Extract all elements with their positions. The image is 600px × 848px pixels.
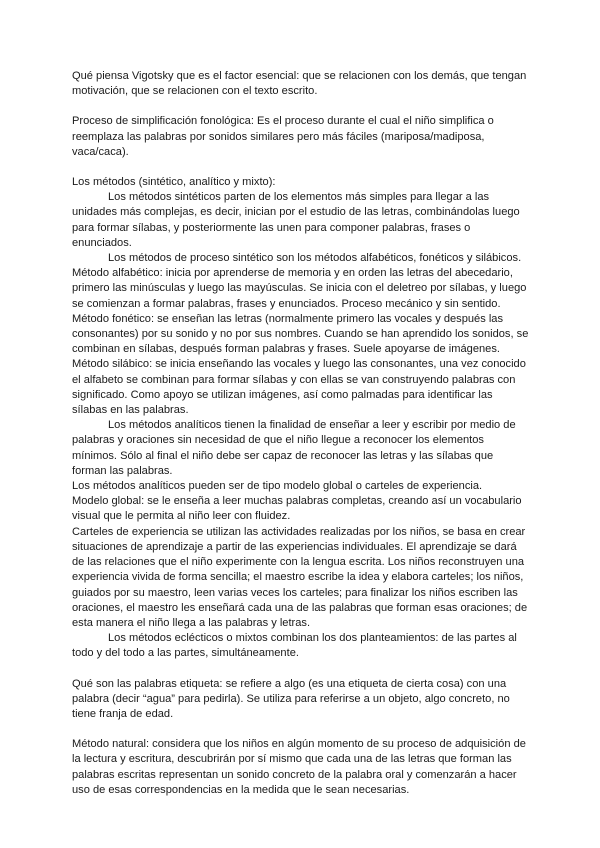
paragraph-palabras-etiqueta: Qué son las palabras etiqueta: se refiere a algo (es una etiqueta de cierta cosa) con una palabra (decir “agua” para pedirla). Se utiliza para referirse a un objeto, algo concreto, no tiene franja de edad.	[72, 677, 510, 720]
spacer	[72, 99, 530, 114]
paragraph-carteles-experiencia: Carteles de experiencia se utilizan las actividades realizadas por los niños, se basa en crear situaciones de aprendizaje a partir de las experiencias individuales. El aprendizaje se dará de las relaciones que el niño experimente con la lengua escrita. Los niños reconstruyen una experiencia vivida de forma sencilla; el maestro escribe la idea y elabora carteles; los niños, guiados por su maestro, leen varias veces los carteles; para finalizar los niños escriben las oraciones, el maestro les enseñará cada una de las palabras que forman esas oraciones; de esta manera el niño llega a las palabras y letras.	[72, 525, 528, 629]
paragraph-vigotsky: Qué piensa Vigotsky que es el factor esencial: que se relacionen con los demás, que tengan motivación, que se relacionen con el texto escrito.	[72, 70, 527, 98]
paragraph-metodo-fonetico: Método fonético: se enseñan las letras (normalmente primero las vocales y después las consonantes) por su sonido y no por sus nombres. Cuando se han aprendido los sonidos, se combinan en sílabas, después forman palabras y frases. Suele apoyarse de imágenes.	[72, 312, 529, 356]
paragraph-proceso-sintetico: Los métodos de proceso sintético son los métodos alfabéticos, fonéticos y silábicos.	[108, 252, 522, 265]
paragraph-simplificacion-fonologica: Proceso de simplificación fonológica: Es el proceso durante el cual el niño simplifica o reemplaza las palabras por sonidos similares pero más fáciles (mariposa/madiposa, vaca/caca).	[72, 115, 494, 158]
paragraph-metodos-analiticos: Los métodos analíticos tienen la finalidad de enseñar a leer y escribir por medio de palabras y oraciones sin necesidad de que el niño llegue a reconocer los elementos mínimos. Sólo al final el niño debe ser capaz de reconocer las letras y las sílabas que forman las palabras.	[72, 419, 516, 477]
spacer	[72, 662, 530, 677]
paragraph-analiticos-tipos: Los métodos analíticos pueden ser de tipo modelo global o carteles de experiencia.	[72, 480, 483, 493]
paragraph-modelo-global: Modelo global: se le enseña a leer muchas palabras completas, creando así un vocabulario visual que le permita al niño leer con fluidez.	[72, 495, 522, 523]
spacer	[72, 160, 530, 175]
paragraph-metodo-alfabetico: Método alfabético: inicia por aprenderse de memoria y en orden las letras del abecedario, primero las minúsculas y luego las mayúsculas. Se inicia con el deletreo por sílabas, y luego se comienzan a formar palabras, frases y enunciados. Proceso mecánico y sin sentido.	[72, 267, 527, 310]
paragraph-metodo-silabico: Método silábico: se inicia enseñando las vocales y luego las consonantes, una vez conocido el alfabeto se combinan para formar sílabas y con ellas se van construyendo palabras con significado. Como apoyo se utilizan imágenes, así como palmadas para identificar las sílabas en las palabras.	[72, 358, 526, 417]
paragraph-metodos-eclecticos: Los métodos eclécticos o mixtos combinan los dos planteamientos: de las partes al todo y del todo a las partes, simultáneamente.	[72, 632, 517, 660]
metodos-heading: Los métodos (sintético, analítico y mixto):	[72, 176, 276, 189]
document-body	[72, 69, 530, 798]
spacer	[72, 722, 530, 737]
paragraph-metodos-sinteticos: Los métodos sintéticos parten de los elementos más simples para llegar a las unidades más complejas, es decir, inician por el estudio de las letras, combinándolas luego para formar sílabas, y posteriormente las unen para componer palabras, frases o enunciados.	[72, 191, 520, 249]
paragraph-metodo-natural: Método natural: considera que los niños en algún momento de su proceso de adquisición de la lectura y escritura, descubrirán por sí mismo que cada una de las letras que forman las palabras escritas representan un sonido concreto de la palabra oral y comenzarán a hacer uso de esas correspondencias en la medida que le sean necesarias.	[72, 738, 526, 796]
